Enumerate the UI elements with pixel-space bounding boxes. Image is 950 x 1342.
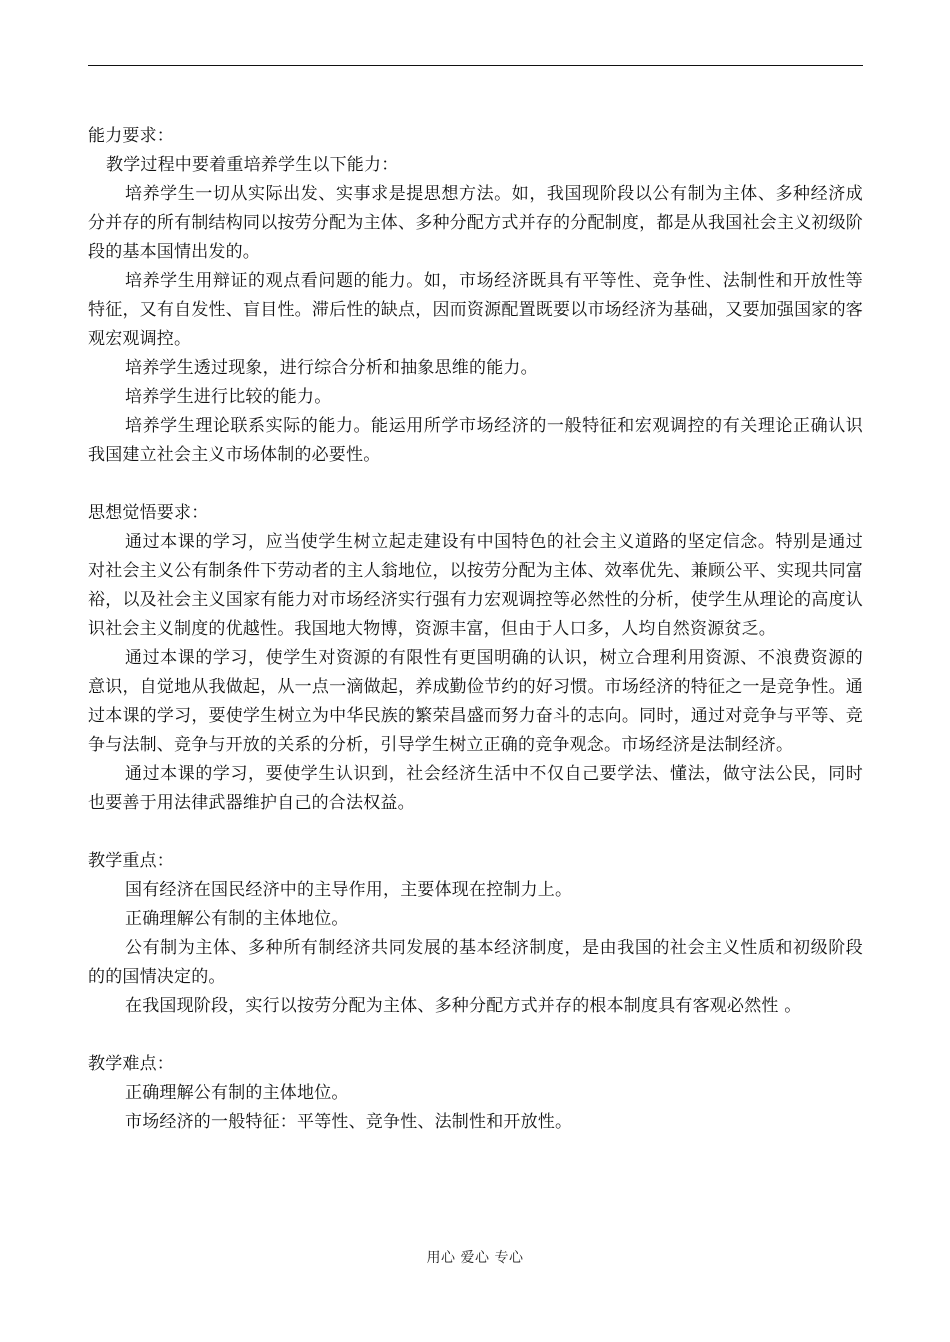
ideology-paragraph: 通过本课的学习，要使学生认识到，社会经济生活中不仅自己要学法、懂法，做守法公民，同时也要善于用法律武器维护自己的合法权益。 (88, 764, 863, 813)
section-gap (88, 470, 863, 499)
section-heading-ability: 能力要求： (88, 126, 174, 146)
difficulty-paragraph: 市场经济的一般特征：平等性、竞争性、法制性和开放性。 (125, 1112, 573, 1132)
section-gap (88, 818, 863, 847)
ability-paragraph: 培养学生进行比较的能力。 (125, 387, 332, 407)
section-heading-difficulties: 教学难点： (88, 1054, 174, 1074)
ideology-paragraph: 通过本课的学习，应当使学生树立起走建设有中国特色的社会主义道路的坚定信念。特别是通过对社会主义公有制条件下劳动者的主人翁地位，以按劳分配为主体、效率优先、兼顾公平、实现共同富裕，以及社会主义国家有能力对市场经济实行强有力宏观调控等必然性的分析，使学生从理论的高度认识社会主义制度的优越性。我国地大物博，资源丰富，但由于人口多，人均自然资源贫乏。 (88, 532, 863, 639)
header-rule (88, 65, 863, 66)
ability-paragraph: 培养学生一切从实际出发、实事求是提思想方法。如，我国现阶段以公有制为主体、多种经济成分并存的所有制结构同以按劳分配为主体、多种分配方式并存的分配制度，都是从我国社会主义初级阶段的基本国情出发的。 (88, 184, 863, 262)
key-point-paragraph: 在我国现阶段，实行以按劳分配为主体、多种分配方式并存的根本制度具有客观必然性 。 (125, 996, 802, 1016)
page-footer: 用心 爱心 专心 (426, 1250, 524, 1266)
section-heading-ideology: 思想觉悟要求： (88, 503, 209, 523)
difficulty-paragraph: 正确理解公有制的主体地位。 (125, 1083, 349, 1103)
ability-paragraph: 培养学生理论联系实际的能力。能运用所学市场经济的一般特征和宏观调控的有关理论正确认识我国建立社会主义市场体制的必要性。 (88, 416, 863, 465)
document-body (88, 122, 863, 1137)
section-heading-key-points: 教学重点： (88, 851, 174, 871)
key-point-paragraph: 公有制为主体、多种所有制经济共同发展的基本经济制度，是由我国的社会主义性质和初级阶段的的国情决定的。 (88, 938, 863, 987)
ability-paragraph: 培养学生透过现象，进行综合分析和抽象思维的能力。 (125, 358, 538, 378)
key-point-paragraph: 正确理解公有制的主体地位。 (125, 909, 349, 929)
key-point-paragraph: 国有经济在国民经济中的主导作用，主要体现在控制力上。 (125, 880, 573, 900)
ability-intro: 教学过程中要着重培养学生以下能力： (106, 155, 399, 175)
section-gap (88, 1021, 863, 1050)
ideology-paragraph: 通过本课的学习，使学生对资源的有限性有更国明确的认识，树立合理利用资源、不浪费资源的意识，自觉地从我做起，从一点一滴做起，养成勤俭节约的好习惯。市场经济的特征之一是竞争性。通过本课的学习，要使学生树立为中华民族的繁荣昌盛而努力奋斗的志向。同时，通过对竞争与平等、竞争与法制、竞争与开放的关系的分析，引导学生树立正确的竞争观念。市场经济是法制经济。 (88, 648, 863, 755)
ability-paragraph: 培养学生用辩证的观点看问题的能力。如，市场经济既具有平等性、竞争性、法制性和开放性等特征，又有自发性、盲目性。滞后性的缺点，因而资源配置既要以市场经济为基础，又要加强国家的客观宏观调控。 (88, 271, 863, 349)
